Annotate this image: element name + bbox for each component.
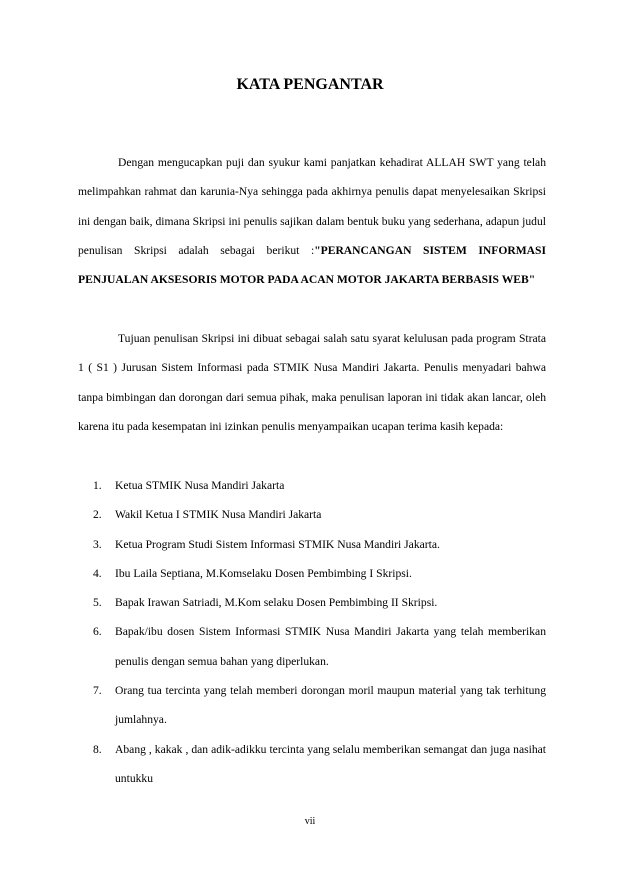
list-item-text: Bapak/ibu dosen Sistem Informasi STMIK Nusa Mandiri Jakarta yang telah memberikan penulis dengan semua bahan yang diperlukan. xyxy=(115,625,546,668)
list-item xyxy=(78,735,546,794)
page-title: KATA PENGANTAR xyxy=(236,76,384,93)
paragraph-intro-text: Dengan mengucapkan puji dan syukur kami panjatkan kehadirat ALLAH SWT yang telah melimpahkan rahmat dan karunia-Nya sehingga pada akhirnya penulis dapat menyelesaikan Skripsi ini dengan baik, dimana Skripsi ini penulis sajikan dalam bentuk buku yang sederhana, adapun judul penulisan Skripsi adalah sebagai berikut : xyxy=(78,156,546,257)
list-item xyxy=(78,617,546,676)
list-item xyxy=(78,559,546,588)
list-item xyxy=(78,676,546,735)
list-item-text: Ketua STMIK Nusa Mandiri Jakarta xyxy=(115,479,285,492)
acknowledgement-list xyxy=(78,471,546,793)
list-item-number: 6. xyxy=(93,625,102,639)
list-item-number: 5. xyxy=(93,596,102,610)
paragraph-purpose: Tujuan penulisan Skripsi ini dibuat sebagai salah satu syarat kelulusan pada program Strata 1 ( S1 ) Jurusan Sistem Informasi pada STMIK Nusa Mandiri Jakarta. Penulis menyadari bahwa tanpa bimbingan dan dorongan dari semua pihak, maka penulisan laporan ini tidak akan lancar, oleh karena itu pada kesempatan ini izinkan penulis menyampaikan ucapan terima kasih kepada: xyxy=(78,332,546,433)
list-item-text: Ibu Laila Septiana, M.Komselaku Dosen Pembimbing I Skripsi. xyxy=(115,566,412,580)
list-item xyxy=(78,588,546,617)
list-item-text: Ketua Program Studi Sistem Informasi STMIK Nusa Mandiri Jakarta. xyxy=(115,537,440,551)
list-item xyxy=(78,471,546,500)
paragraph-intro xyxy=(78,148,546,294)
list-item-text: Abang , kakak , dan adik-adikku tercinta yang selalu memberikan semangat dan juga nasihat untukku xyxy=(115,742,546,785)
list-item xyxy=(78,500,546,529)
list-item-text: Orang tua tercinta yang telah memberi dorongan moril maupun material yang tak terhitung jumlahnya. xyxy=(115,684,546,727)
list-item-number: 4. xyxy=(93,566,102,580)
list-item-number: 3. xyxy=(93,537,102,551)
list-item-number: 1. xyxy=(93,479,102,492)
list-item-number: 7. xyxy=(93,684,102,698)
page-number: vii xyxy=(304,816,316,827)
list-item xyxy=(78,530,546,559)
list-item-number: 8. xyxy=(93,742,102,756)
list-item-text: Bapak Irawan Satriadi, M.Kom selaku Dosen Pembimbing II Skripsi. xyxy=(115,596,438,610)
list-item-number: 2. xyxy=(93,508,102,522)
list-item-text: Wakil Ketua I STMIK Nusa Mandiri Jakarta xyxy=(115,508,322,522)
thesis-title: "PERANCANGAN SISTEM INFORMASI PENJUALAN AKSESORIS MOTOR PADA ACAN MOTOR JAKARTA BERBASIS WEB" xyxy=(78,243,547,287)
